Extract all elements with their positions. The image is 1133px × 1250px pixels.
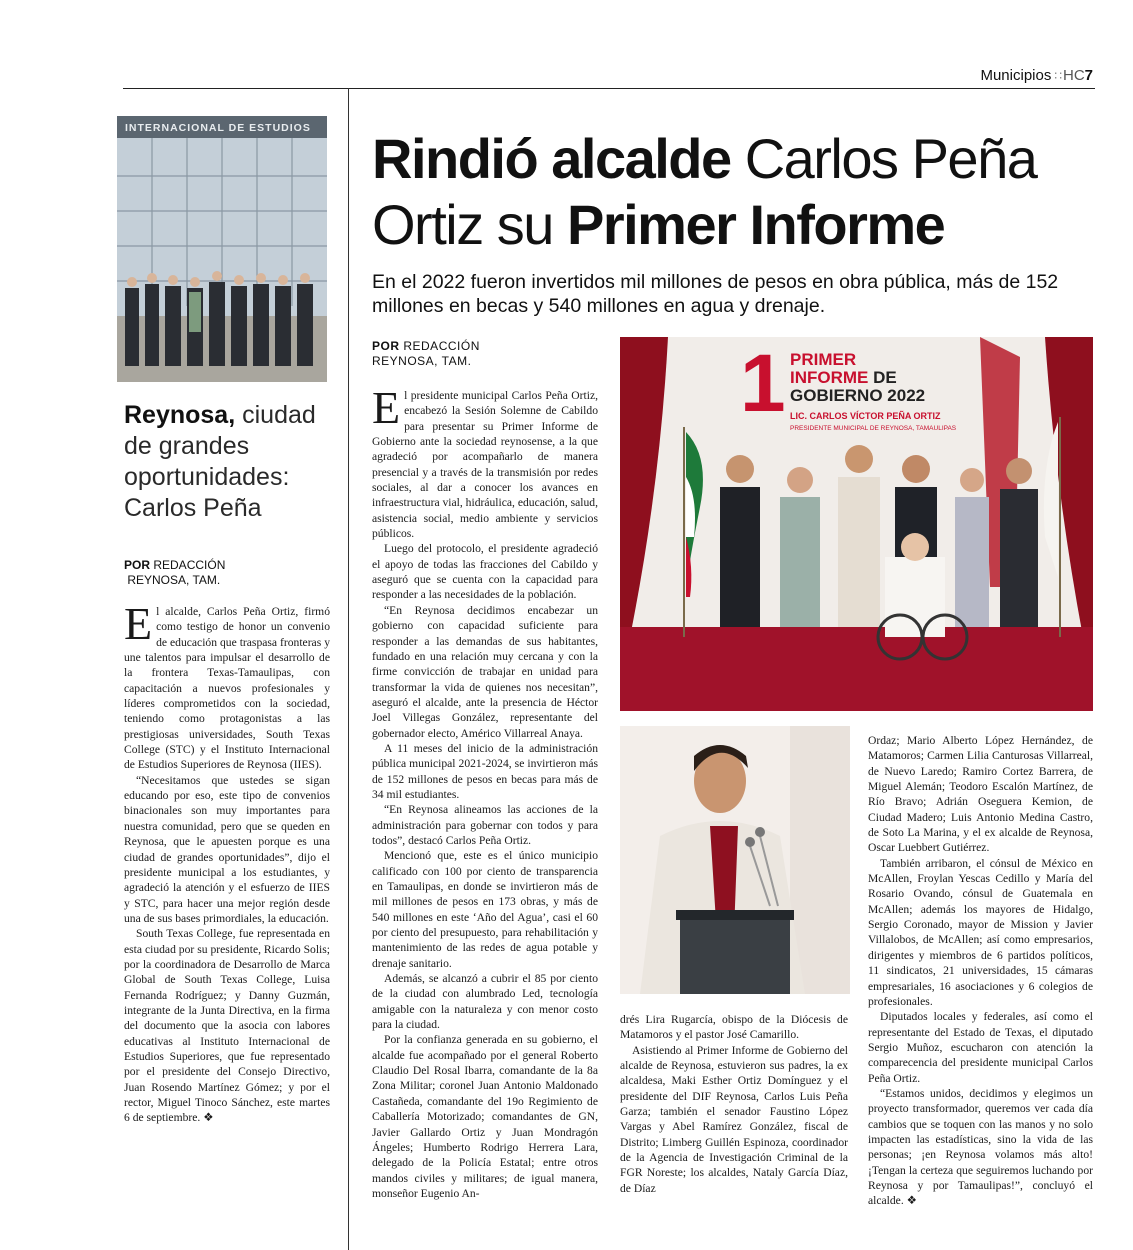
sidebar-body xyxy=(124,598,330,1126)
article-subhead: En el 2022 fueron invertidos mil millones de pesos en obra pública, más de 152 millones en becas y 540 millones en agua y drenaje. xyxy=(372,271,1059,317)
main-photo xyxy=(620,337,1093,711)
headline-bold-1: Rindió alcalde xyxy=(372,127,731,190)
banner-line-1: PRIMER xyxy=(790,350,857,369)
sidebar-headline xyxy=(124,400,334,524)
article-paragraph: drés Lira Rugarcía, obispo de la Diócesis de Matamoros y el pastor José Camarillo. xyxy=(620,1013,848,1042)
article-paragraph: Diputados locales y federales, así como el representante del Estado de Texas, el diputado Sergio Muñoz, escucharon con atención la comparecencia del presidente municipal Carlos Peña Ortiz. xyxy=(868,1010,1093,1085)
article-paragraph: Ordaz; Mario Alberto López Hernández, de Matamoros; Carmen Lilia Canturosas Villarreal, de Nuevo Laredo; Ramiro Cortez Barrera, de Miguel Alemán; Teodoro Escalón Martínez, de Río Bravo; Adrián Oseguera Kemion, de Ciudad Madero; Luis Antonio Medina Castro, de Soto La Marina, y el ex alcalde de Reynosa, Oscar Luebbert Gutiérrez. xyxy=(868,734,1093,855)
article-paragraph: El presidente municipal Carlos Peña Ortiz, encabezó la Sesión Solemne de Cabildo para presentar su Primer Informe de Gobierno ante la sociedad reynosense, a la que agradeció por acompañarlo de manera presencial y a través de la transmisión por redes sociales, al dar a conocer los avances en infraestructura vial, hidráulica, educación, salud, asistencia social, medio ambiente y servicios públicos. xyxy=(372,382,598,541)
header-rule xyxy=(123,88,1095,89)
sidebar-byline xyxy=(124,558,334,588)
article-byline-place: REYNOSA, TAM. xyxy=(372,354,472,368)
article-column-2 xyxy=(620,1012,848,1196)
article-headline xyxy=(372,126,1102,258)
article-byline-author: REDACCIÓN xyxy=(399,339,480,353)
article-paragraph: Luego del protocolo, el presidente agradeció el apoyo de todas las fracciones del Cabildo y aseguró que se cuenta con la capacidad para responder a las necesidades de la población. xyxy=(372,542,598,602)
banner-line-2: INFORME DE xyxy=(790,368,897,387)
sidebar-byline-author: REDACCIÓN xyxy=(150,558,226,572)
sidebar-paragraph: “Necesitamos que ustedes se sigan educando por eso, este tipo de convenios binacionales son muy importantes para nuestra comunidad, pero que se queden en Reynosa, que le apuesten porque es una ciudad de grandes oportunidades”, dijo el presidente municipal a los estudiantes, y agradeció la atención y el esfuerzo de IIES y STC, para hacer una mejor región desde una de sus bases primordiales, la educación. xyxy=(124,773,330,925)
sidebar-photo xyxy=(117,116,327,382)
article-byline xyxy=(372,339,592,369)
microphone-icon xyxy=(755,827,765,837)
article-paragraph: “En Reynosa alineamos las acciones de la administración para gobernar con todos y para todos”, destacó Carlos Peña Ortiz. xyxy=(372,803,598,847)
article-column-1 xyxy=(372,382,598,1201)
building-sign-text: INTERNACIONAL DE ESTUDIOS xyxy=(125,122,311,134)
article-paragraph: Mencionó que, este es el único municipio calificado con 100 por ciento de transparencia en Tamaulipas, en donde se invirtieron más de mil millones de pesos en 173 obras, y más de 540 millones en este ‘Año del Agua’, casi el 60 por ciento del presupuesto, para rehabilitación y mantenimiento de las redes de agua potable y drenaje sanitario. xyxy=(372,849,598,970)
speaker-photo xyxy=(620,726,850,994)
banner-name: LIC. CARLOS VÍCTOR PEÑA ORTIZ xyxy=(790,411,941,421)
article-paragraph: Asistiendo al Primer Informe de Gobierno del alcalde de Reynosa, estuvieron sus padres, la ex alcaldesa, Maki Esther Ortiz Domínguez y el presidente del DIF Reynosa, Carlos Luis Peña Garza; también el senador Faustino López Vargas y Abel Ramírez González, fiscal de Distrito; Limberg Guillén Espinoza, coordinador de la Agencia de Investigación Criminal de la FGR Noreste; los alcaldes, Nataly García Díaz, de Díaz xyxy=(620,1043,848,1195)
dots-icon: ∷ xyxy=(1054,69,1060,83)
sidebar-paragraph: South Texas College, fue representada en esta ciudad por su presidente, Ricardo Solis; por la coordinadora de Desarrollo de Marca Global de South Texas College, Luisa Fernanda Rodríguez; y Danny Guzmán, integrante de la Junta Directiva, en la firma del documento que la asocia con labores educativas al Instituto Internacional de Estudios Superiores, que fue representado por el presidente del Consejo Directivo, Juan Rosendo Martínez Gómez; y por el rector, Miguel Tinoco Sánchez, este martes 6 de septiembre. ❖ xyxy=(124,927,330,1125)
stage-carpet xyxy=(620,627,1093,711)
article-byline-por: POR xyxy=(372,339,400,353)
lectern xyxy=(680,916,790,994)
article-paragraph: Por la confianza generada en su gobierno, el alcalde fue acompañado por el general Roberto Claudio Del Rosal Ibarra, comandante de la 8a Zona Militar; coronel Juan Antonio Maldonado Castañeda, comandante del 19o Regimiento de Caballería Motorizado; comandantes de GN, Javier Gallardo Ortiz y Juan Mondragón Ángeles; Humberto Rodrigo Herrera Lara, delegado de la Policía Estatal; entre otros mandos civiles y militares; de igual manera, monseñor Eugenio An- xyxy=(372,1033,598,1200)
banner-line-3: GOBIERNO 2022 xyxy=(790,386,926,405)
column-divider xyxy=(348,88,349,1250)
sidebar-dropcap: E xyxy=(124,598,153,649)
article-paragraph: A 11 meses del inicio de la administración pública municipal 2021-2024, se invirtieron más de 152 millones de pesos en becas para más de 34 mil estudiantes. xyxy=(372,741,598,801)
sidebar-headline-bold: Reynosa, xyxy=(124,401,236,429)
section-label xyxy=(980,67,1093,84)
article-paragraph: También arribaron, el cónsul de México en McAllen, Froylan Yescas Cedillo y María del Rosario Ovando, cónsul de Guatemala en McAllen; además los mayores de Hidalgo, Sergio Coronado, mayor de Mission y Javier Villalobos, de McAllen; así como empresarios, dirigentes y miembros de 6 partidos políticos, 11 sindicatos, 21 universidades, 15 cámaras empresariales, 16 asociaciones y 6 colegios de profesionales. xyxy=(868,856,1093,1008)
article-paragraph: “Estamos unidos, decidimos y elegimos un proyecto transformador, queremos ver cada día cambios que se toquen con las manos y no solo impacten las estadísticas, sino la vida de las personas; ¡en Reynosa volamos más alto! ¡Tengan la certeza que seguiremos luchando por Reynosa y por Tamaulipas!”, concluyó el alcalde. ❖ xyxy=(868,1086,1093,1208)
sidebar-headline-rest: ciudad de grandes oportunidades: Carlos Peña xyxy=(124,401,316,522)
article-column-3 xyxy=(868,733,1093,1209)
sidebar-byline-por: POR xyxy=(124,558,151,572)
article-paragraph: “En Reynosa decidimos encabezar un gobierno con capacidad suficiente para responder a las demandas de sus habitantes, fundado en una relación muy cercana y con la firme convicción de trabajar en unidad para transformar la vida de quienes nos necesitan”, aseguró el alcalde, ante la presencia de Héctor Joel Villegas González, representante del gobernador electo, Américo Villarreal Anaya. xyxy=(372,603,598,740)
sidebar-byline-place: REYNOSA, TAM. xyxy=(127,573,221,587)
page-number: 7 xyxy=(1084,67,1093,84)
headline-bold-2: Primer Informe xyxy=(566,193,945,256)
article-dropcap: E xyxy=(372,382,401,433)
headline-regular: Carlos Peña Ortiz su xyxy=(372,127,1037,256)
article-paragraph: Además, se alcanzó a cubrir el 85 por ciento de la ciudad con alumbrado Led, tecnología amigable con la naturaleza y con menor costo para la ciudad. xyxy=(372,972,598,1032)
sidebar-paragraph: El alcalde, Carlos Peña Ortiz, firmó como testigo de honor un convenio de educación que traspasa fronteras y une talentos para impulsar el desarrollo de la frontera Texas-Tamaulipas, con capacitación a nuevos profesionales y líderes comprometidos con la sociedad, teniendo como protagonistas a las prestigiosas universidades, South Texas College (STC) y el Instituto Internacional de Estudios Superiores de Reynosa (IIES). xyxy=(124,598,330,772)
banner-role: PRESIDENTE MUNICIPAL DE REYNOSA, TAMAULIPAS xyxy=(790,425,957,432)
banner-number: 1 xyxy=(740,338,786,429)
paper-initials: HC xyxy=(1062,67,1085,84)
section-name: Municipios xyxy=(980,67,1052,84)
microphone-icon xyxy=(745,837,755,847)
